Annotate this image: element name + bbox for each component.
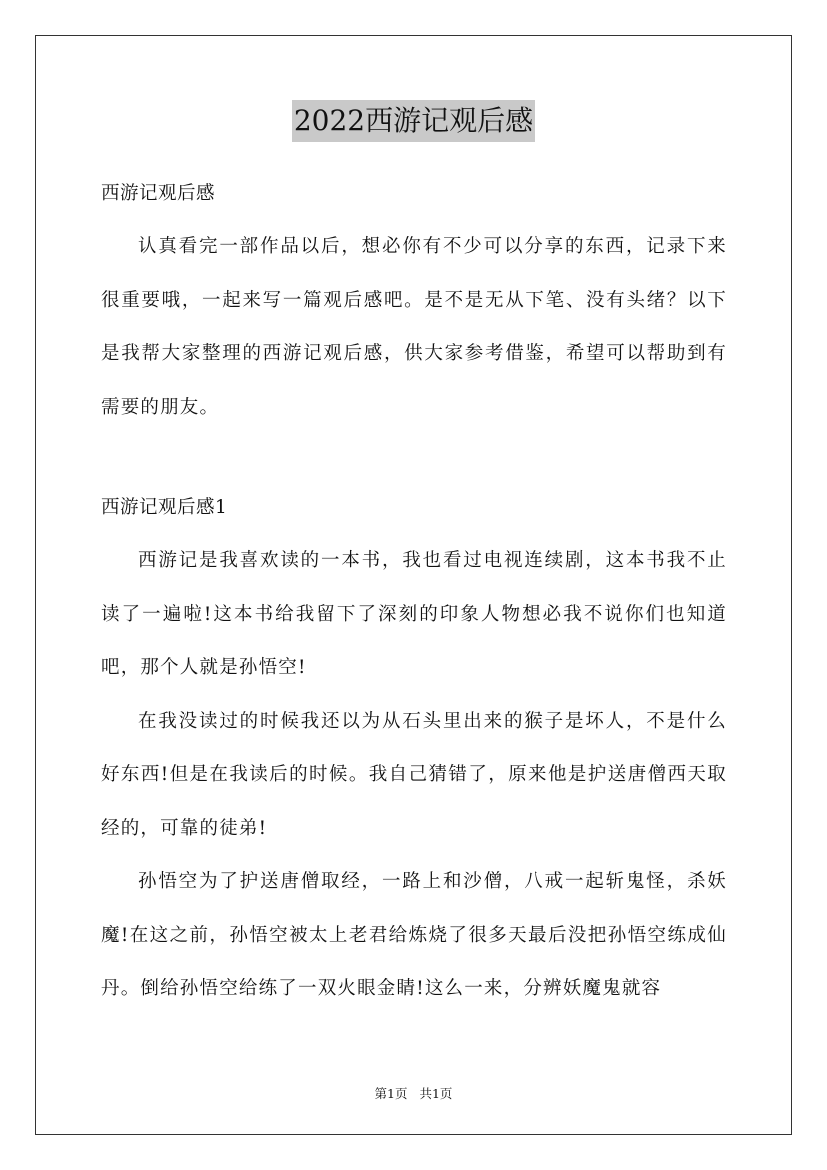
body-paragraph: 孙悟空为了护送唐僧取经，一路上和沙僧，八戒一起斩鬼怪，杀妖魔!在这之前，孙悟空被太上老君给炼烧了很多天最后没把孙悟空练成仙丹。倒给孙悟空给练了一双火眼金睛!这么一来，分辨妖魔鬼就容 (101, 871, 727, 999)
page-footer (0, 1084, 827, 1102)
document-title: 2022西游记观后感 (292, 100, 535, 142)
document-body (101, 168, 727, 1016)
page-total: 共1页 (419, 1086, 453, 1101)
section-gap (101, 434, 727, 482)
title-container (0, 100, 827, 142)
body-paragraph: 西游记是我喜欢读的一本书，我也看过电视连续剧，这本书我不止读了一遍啦!这本书给我留下了深刻的印象人物想必我不说你们也知道吧，那个人就是孙悟空! (101, 550, 727, 678)
intro-paragraph: 认真看完一部作品以后，想必你有不少可以分享的东西，记录下来很重要哦，一起来写一篇观后感吧。是不是无从下笔、没有头绪？以下是我帮大家整理的西游记观后感，供大家参考借鉴，希望可以帮助到有需要的朋友。 (101, 236, 727, 418)
section-heading: 西游记观后感1 (101, 497, 228, 518)
body-paragraph: 在我没读过的时候我还以为从石头里出来的猴子是坏人，不是什么好东西!但是在我读后的时候。我自己猜错了，原来他是护送唐僧西天取经的，可靠的徒弟! (101, 710, 727, 839)
page-number: 第1页 (374, 1086, 408, 1101)
intro-heading: 西游记观后感 (101, 183, 216, 204)
